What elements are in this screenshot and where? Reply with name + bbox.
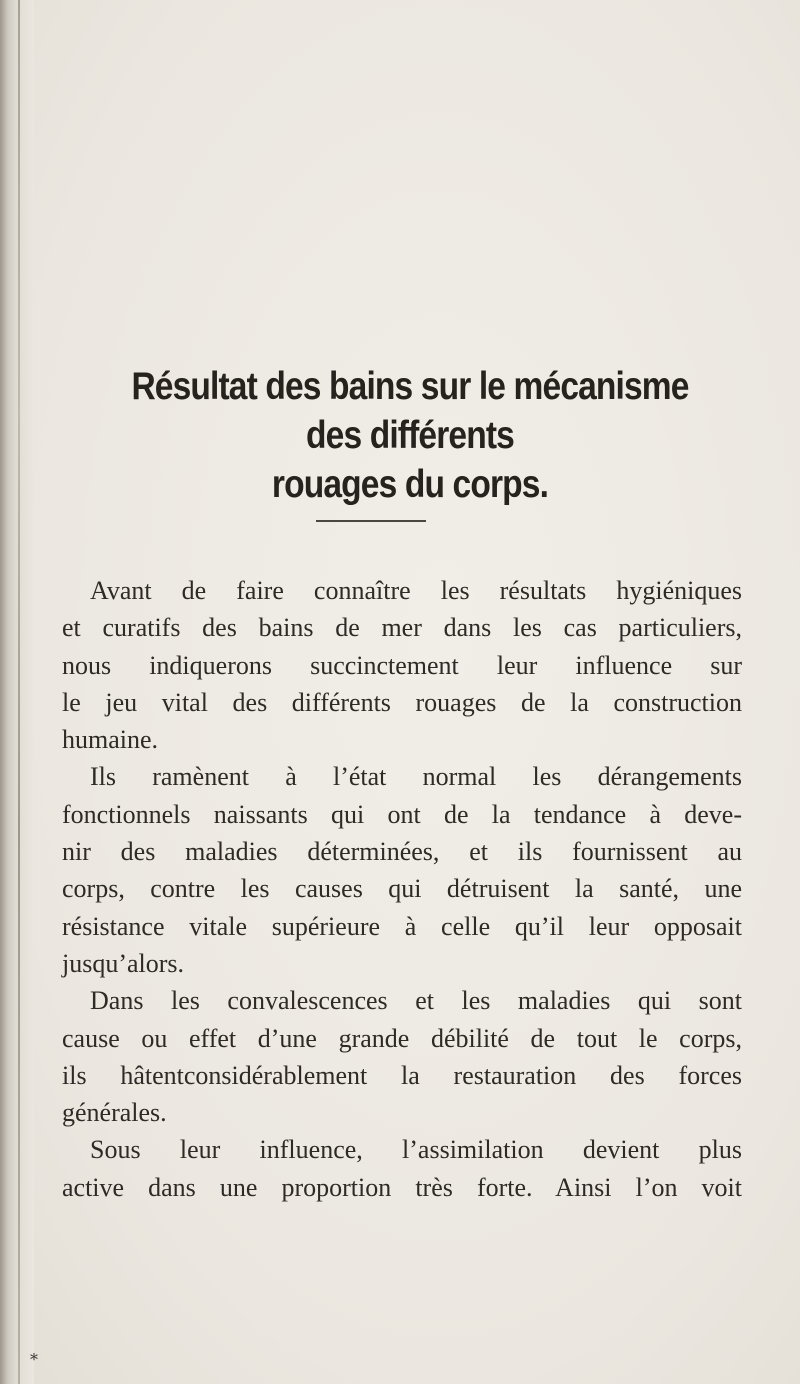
text-line: et curatifs des bains de mer dans les cas particuliers, bbox=[62, 613, 742, 643]
body-text bbox=[62, 572, 742, 1206]
paragraph-1 bbox=[62, 572, 742, 758]
chapter-title-line-1: Résultat des bains sur le mécanisme des différents bbox=[131, 365, 689, 457]
text-line: le jeu vital des différents rouages de la construction bbox=[62, 687, 742, 717]
text-line: corps, contre les causes qui détruisent la santé, une bbox=[62, 874, 742, 904]
text-line: Ils ramènent à l’état normal les dérangements bbox=[90, 762, 742, 792]
text-line: active dans une proportion très forte. Ainsi l’on voit bbox=[62, 1172, 742, 1202]
text-line: jusqu’alors. bbox=[62, 948, 185, 978]
text-line: Sous leur influence, l’assimilation devient plus bbox=[90, 1135, 742, 1165]
text-line: générales. bbox=[62, 1098, 167, 1128]
margin-mark: * bbox=[30, 1350, 38, 1369]
paragraph-2 bbox=[62, 758, 742, 982]
text-line: résistance vitale supérieure à celle qu’il leur opposait bbox=[62, 911, 742, 941]
text-line: humaine. bbox=[62, 725, 159, 755]
paragraph-4 bbox=[62, 1131, 742, 1206]
text-line: Dans les convalescences et les maladies qui sont bbox=[90, 986, 742, 1016]
text-line: cause ou effet d’une grande débilité de tout le corps, bbox=[62, 1023, 742, 1053]
text-line: fonctionnels naissants qui ont de la tendance à deve- bbox=[62, 799, 742, 829]
chapter-title-line-2: rouages du corps. bbox=[271, 463, 549, 506]
paragraph-3 bbox=[62, 982, 742, 1131]
section-divider bbox=[316, 520, 426, 522]
text-line: nous indiquerons succinctement leur influence sur bbox=[62, 650, 742, 680]
chapter-title bbox=[109, 362, 711, 509]
text-line: ils hâtentconsidérablement la restauration des forces bbox=[62, 1060, 742, 1090]
page-binding-edge bbox=[0, 0, 34, 1384]
text-line: nir des maladies déterminées, et ils fournissent au bbox=[62, 837, 742, 867]
binding-shadow-line bbox=[18, 0, 20, 1384]
text-line: Avant de faire connaître les résultats hygiéniques bbox=[90, 576, 742, 605]
